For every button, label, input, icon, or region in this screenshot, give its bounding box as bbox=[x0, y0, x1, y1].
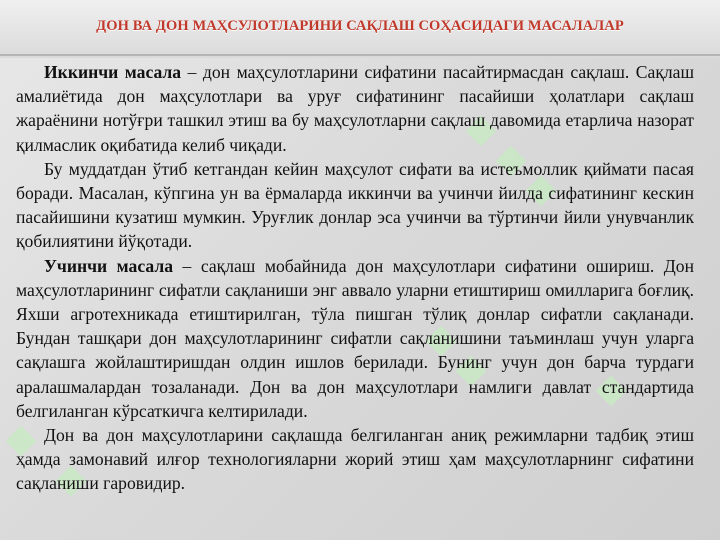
paragraph-text: Бу муддатдан ўтиб кетгандан кейин маҳсулот сифати ва истеъмоллик қиймати пасая боради. Масалан, кўпгина ун ва ёрмаларда иккинчи ва учинчи йилда сифатининг кескин пасайишини кузатиш мумкин. Уруғлик донлар эса учинчи ва тўртинчи йили унувчанлик қобилиятини йўқотади. bbox=[16, 158, 694, 252]
paragraph bbox=[16, 60, 694, 157]
paragraph-text: Дон ва дон маҳсулотларини сақлашда белгиланган аниқ режимларни тадбиқ этиш ҳамда замонавий илғор технологияларни жорий этиш ҳам маҳсулотларнинг сифатини сақланиши гаровидир. bbox=[16, 425, 694, 494]
title-divider bbox=[0, 54, 720, 56]
slide-title: ДОН ВА ДОН МАҲСУЛОТЛАРИНИ САҚЛАШ СОҲАСИДАГИ МАСАЛАЛАР bbox=[96, 18, 624, 34]
paragraph bbox=[16, 254, 694, 423]
paragraph-text: – сақлаш мобайнида дон маҳсулотлари сифатини ошириш. Дон маҳсулотларининг сифатли сақланиши энг аввало уларни етиштириш омилларига боғлиқ. Яхши агротехникада етиштирилган, тўла пишган тўлиқ донлар сифатли сақланади. Бундан ташқари дон маҳсулотларининг сифатли сақланишини таъминлаш учун уларга сақлашга жойлаштиришдан олдин ишлов берилади. Бунинг учун дон барча турдаги аралашмалардан тозаланади. Дон ва дон маҳсулотлари намлиги давлат стандартида белгиланган кўрсаткичга келтирилади. bbox=[16, 255, 694, 421]
paragraph-lead: Иккинчи масала bbox=[44, 62, 182, 82]
paragraph bbox=[16, 157, 694, 254]
paragraph-text: – дон маҳсулотларини сифатини пасайтирмасдан сақлаш. Сақлаш амалиётида дон маҳсулотлари ва уруғ сифатининг пасайиши ҳолатлари сақлаш жараёнини нотўғри ташкил этиш ва бу маҳсулотларни сақлаш давомида етарлича назорат қилмаслик оқибатида келиб чиқади. bbox=[16, 62, 694, 155]
paragraph-lead: Учинчи масала bbox=[44, 255, 173, 276]
paragraph bbox=[16, 423, 694, 496]
slide-body bbox=[16, 60, 694, 496]
